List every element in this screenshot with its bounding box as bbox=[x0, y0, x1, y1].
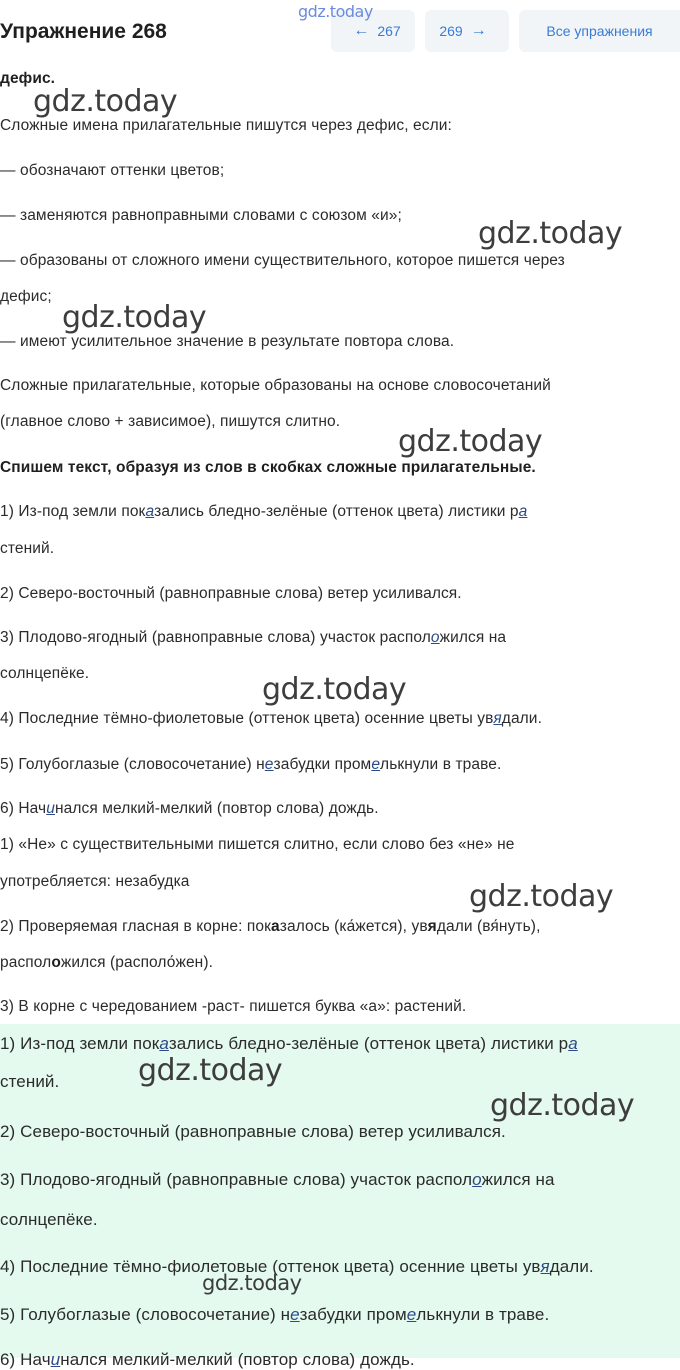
sentence-4: 4) Последние тёмно-фиолетовые (оттенок цвета) осенние цветы увядали. bbox=[0, 710, 542, 727]
arrow-left-icon: ← bbox=[353, 22, 370, 39]
answer-box bbox=[0, 1024, 680, 1369]
watermark: gdz.today bbox=[490, 1088, 635, 1123]
watermark: gdz.today bbox=[469, 879, 614, 914]
text-line: (главное слово + зависимое), пишутся слитно. bbox=[0, 413, 341, 430]
watermark: gdz.today bbox=[398, 424, 543, 459]
sentence-3-cont: солнцепёке. bbox=[0, 665, 90, 682]
sentence-1-cont: стений. bbox=[0, 540, 55, 557]
text-line: — заменяются равноправными словами с союзом «и»; bbox=[0, 207, 402, 224]
next-exercise-label: 269 bbox=[439, 23, 463, 39]
note-2: 2) Проверяемая гласная в корне: показалось (ка́жется), увядали (вя́нуть), bbox=[0, 918, 541, 935]
text-line: дефис; bbox=[0, 288, 52, 305]
answer-sentence-3: 3) Плодово-ягодный (равноправные слова) участок расположился на bbox=[0, 1170, 555, 1189]
note-3: 3) В корне с чередованием -раст- пишется буква «а»: растений. bbox=[0, 998, 467, 1015]
text-line: — обозначают оттенки цветов; bbox=[0, 162, 225, 179]
text-line: Сложные прилагательные, которые образованы на основе словосочетаний bbox=[0, 377, 551, 394]
watermark: gdz.today bbox=[62, 300, 207, 335]
watermark: gdz.today bbox=[298, 2, 373, 21]
next-exercise-button[interactable] bbox=[425, 10, 509, 52]
page-title: Упражнение 268 bbox=[0, 20, 167, 43]
sentence-5: 5) Голубоглазые (словосочетание) незабудки промелькнули в траве. bbox=[0, 756, 502, 773]
all-exercises-button[interactable] bbox=[519, 10, 680, 52]
arrow-right-icon: → bbox=[470, 22, 487, 39]
answer-sentence-4: 4) Последние тёмно-фиолетовые (оттенок цвета) осенние цветы увядали. bbox=[0, 1257, 594, 1276]
all-exercises-label: Все упражнения bbox=[546, 23, 653, 39]
task-heading: Спишем текст, образуя из слов в скобках сложные прилагательные. bbox=[0, 459, 536, 476]
sentence-2: 2) Северо-восточный (равноправные слова) ветер усиливался. bbox=[0, 585, 462, 602]
note-1: 1) «Не» с существительными пишется слитно, если слово без «не» не bbox=[0, 836, 515, 853]
answer-sentence-1-cont: стений. bbox=[0, 1072, 60, 1091]
answer-sentence-1: 1) Из-под земли показались бледно-зелёные (оттенок цвета) листики ра bbox=[0, 1034, 578, 1053]
text-line: — имеют усилительное значение в результате повтора слова. bbox=[0, 333, 455, 350]
answer-sentence-3-cont: солнцепёке. bbox=[0, 1210, 98, 1229]
sentence-1: 1) Из-под земли показались бледно-зелёные (оттенок цвета) листики ра bbox=[0, 503, 528, 520]
prev-exercise-button[interactable] bbox=[331, 10, 415, 52]
text-line: — образованы от сложного имени существительного, которое пишется через bbox=[0, 252, 565, 269]
watermark: gdz.today bbox=[262, 672, 407, 707]
prev-exercise-label: 267 bbox=[377, 23, 401, 39]
note-1-cont: употребляется: незабудка bbox=[0, 873, 190, 890]
text-line: Сложные имена прилагательные пишутся через дефис, если: bbox=[0, 117, 452, 134]
exercise-header bbox=[0, 0, 680, 52]
watermark: gdz.today bbox=[202, 1271, 302, 1295]
answer-sentence-5: 5) Голубоглазые (словосочетание) незабудки промелькнули в траве. bbox=[0, 1305, 550, 1324]
answer-sentence-6: 6) Начинался мелкий-мелкий (повтор слова) дождь. bbox=[0, 1350, 415, 1369]
watermark: gdz.today bbox=[138, 1053, 283, 1088]
watermark: gdz.today bbox=[33, 84, 178, 119]
sentence-3: 3) Плодово-ягодный (равноправные слова) участок расположился на bbox=[0, 629, 507, 646]
answer-sentence-2: 2) Северо-восточный (равноправные слова) ветер усиливался. bbox=[0, 1122, 506, 1141]
watermark: gdz.today bbox=[478, 216, 623, 251]
text-line: дефис. bbox=[0, 70, 56, 87]
sentence-6: 6) Начинался мелкий-мелкий (повтор слова) дождь. bbox=[0, 800, 379, 817]
note-2-cont: расположился (располо́жен). bbox=[0, 954, 213, 971]
